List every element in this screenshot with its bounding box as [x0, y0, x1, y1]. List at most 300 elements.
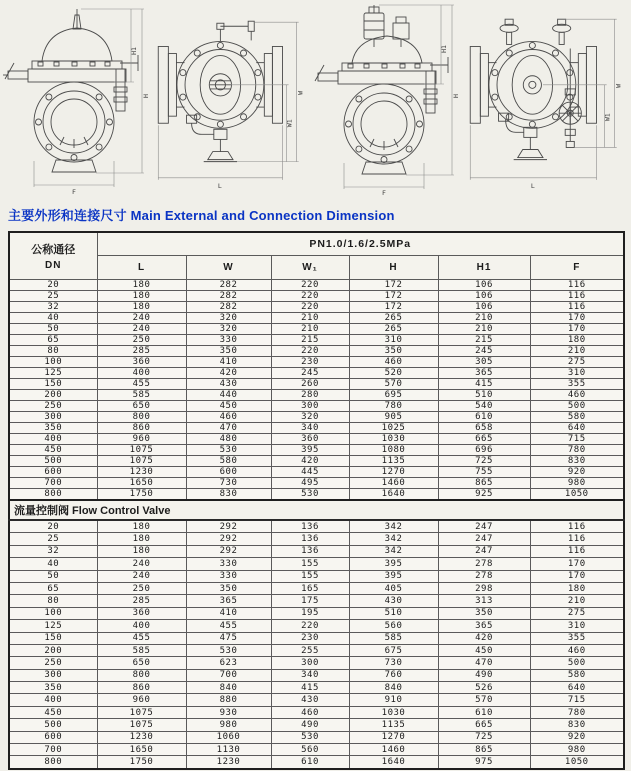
table-cell: 180: [97, 302, 186, 313]
table-cell: 320: [186, 324, 271, 335]
table-cell: 460: [349, 357, 438, 368]
table-row: [9, 357, 624, 368]
table-cell: 510: [349, 607, 438, 619]
table-row: [9, 644, 624, 656]
table-cell: 300: [271, 657, 349, 669]
table-cell: 930: [186, 706, 271, 718]
table-row: [9, 558, 624, 570]
table-cell: 455: [97, 379, 186, 390]
flow-control-valve-section-title: 流量控制阀 Flow Control Valve: [9, 500, 624, 520]
table-cell: 360: [97, 607, 186, 619]
table-cell: 450: [186, 401, 271, 412]
table-cell: 400: [9, 434, 97, 445]
table-cell: 365: [438, 620, 530, 632]
dim-label-h: H: [451, 94, 460, 98]
table-row: [9, 368, 624, 379]
table-cell: 20: [9, 280, 97, 291]
table-cell: 255: [271, 644, 349, 656]
table-cell: 355: [530, 632, 624, 644]
valve-outline: [470, 19, 596, 159]
table-cell: 180: [97, 291, 186, 302]
table-cell: 700: [9, 744, 97, 756]
table-cell: 800: [9, 756, 97, 769]
table-cell: 640: [530, 682, 624, 694]
column-header-4: H1: [438, 256, 530, 280]
table-cell: 342: [349, 545, 438, 557]
table-cell: 420: [186, 368, 271, 379]
table-cell: 1750: [97, 489, 186, 501]
table-cell: 285: [97, 346, 186, 357]
table-cell: 155: [271, 570, 349, 582]
table-cell: 282: [186, 302, 271, 313]
table-row: [9, 291, 624, 302]
table-cell: 1270: [349, 731, 438, 743]
table-cell: 610: [438, 412, 530, 423]
table-cell: 920: [530, 467, 624, 478]
table-cell: 50: [9, 570, 97, 582]
table-cell: 310: [530, 620, 624, 632]
table-cell: 106: [438, 291, 530, 302]
dim-label-w1: W1: [603, 113, 612, 122]
table-row: [9, 520, 624, 533]
table-cell: 32: [9, 302, 97, 313]
table-cell: 1075: [97, 445, 186, 456]
table-cell: 320: [271, 412, 349, 423]
table-cell: 25: [9, 291, 97, 302]
table-cell: 520: [349, 368, 438, 379]
table-row: [9, 401, 624, 412]
table-cell: 610: [271, 756, 349, 769]
table-row: [9, 731, 624, 743]
table-cell: 585: [349, 632, 438, 644]
table-cell: 155: [271, 558, 349, 570]
column-header-row: [9, 256, 624, 280]
table-cell: 480: [186, 434, 271, 445]
pressure-rating-header: PN1.0/1.6/2.5MPa: [97, 232, 624, 256]
table-cell: 365: [186, 595, 271, 607]
table-cell: 265: [349, 324, 438, 335]
table-cell: 1135: [349, 456, 438, 467]
table-cell: 760: [349, 669, 438, 681]
table-cell: 116: [530, 280, 624, 291]
table-cell: 240: [97, 558, 186, 570]
table-cell: 278: [438, 570, 530, 582]
table-cell: 658: [438, 423, 530, 434]
table-header: [9, 232, 624, 280]
table-cell: 170: [530, 558, 624, 570]
table-cell: 300: [9, 669, 97, 681]
table-cell: 305: [438, 357, 530, 368]
table-cell: 360: [271, 434, 349, 445]
table-cell: 285: [97, 595, 186, 607]
table-cell: 530: [186, 644, 271, 656]
dim-label-w1: W1: [285, 119, 294, 128]
table-row: [9, 582, 624, 594]
table-cell: 450: [9, 706, 97, 718]
table-cell: 925: [438, 489, 530, 501]
table-cell: 1050: [530, 756, 624, 769]
table-cell: 210: [438, 324, 530, 335]
table-cell: 313: [438, 595, 530, 607]
table-cell: 490: [271, 719, 349, 731]
table-cell: 200: [9, 644, 97, 656]
table-cell: 975: [438, 756, 530, 769]
table-cell: 570: [438, 694, 530, 706]
table-cell: 310: [530, 368, 624, 379]
table-cell: 600: [9, 731, 97, 743]
table-cell: 640: [530, 423, 624, 434]
table-cell: 395: [349, 558, 438, 570]
table-row: [9, 324, 624, 335]
table-cell: 340: [271, 669, 349, 681]
table-cell: 1750: [97, 756, 186, 769]
table-cell: 1640: [349, 489, 438, 501]
table-row: [9, 445, 624, 456]
table-row: [9, 570, 624, 582]
table-row: [9, 595, 624, 607]
table-cell: 116: [530, 545, 624, 557]
table-cell: 350: [186, 582, 271, 594]
flow-control-section-header: [9, 500, 624, 520]
dimension-table: [8, 231, 625, 770]
table-cell: 282: [186, 280, 271, 291]
table-cell: 200: [9, 390, 97, 401]
table-cell: 405: [349, 582, 438, 594]
table-cell: 292: [186, 520, 271, 533]
page-title: 主要外形和连接尺寸 Main External and Connection Dimension: [8, 208, 395, 223]
table-cell: 247: [438, 545, 530, 557]
table-cell: 980: [530, 478, 624, 489]
table-cell: 175: [271, 595, 349, 607]
table-cell: 247: [438, 520, 530, 533]
table-cell: 960: [97, 434, 186, 445]
table-cell: 800: [97, 412, 186, 423]
table-cell: 180: [97, 533, 186, 545]
table-cell: 220: [271, 280, 349, 291]
table-row: [9, 280, 624, 291]
valve-front-view-drawing-1: [2, 0, 152, 198]
table-cell: 780: [349, 401, 438, 412]
table-cell: 136: [271, 533, 349, 545]
table-cell: 170: [530, 324, 624, 335]
table-cell: 410: [186, 607, 271, 619]
table-row: [9, 346, 624, 357]
table-cell: 395: [271, 445, 349, 456]
table-cell: 1075: [97, 719, 186, 731]
table-cell: 340: [271, 423, 349, 434]
table-cell: 430: [186, 379, 271, 390]
table-cell: 490: [438, 669, 530, 681]
table-cell: 342: [349, 533, 438, 545]
table-cell: 310: [349, 335, 438, 346]
table-cell: 220: [271, 302, 349, 313]
table-cell: 840: [349, 682, 438, 694]
column-header-5: F: [530, 256, 624, 280]
table-cell: 40: [9, 558, 97, 570]
table-cell: 665: [438, 434, 530, 445]
table-row: [9, 620, 624, 632]
table-cell: 920: [530, 731, 624, 743]
table-cell: 623: [186, 657, 271, 669]
table-cell: 715: [530, 694, 624, 706]
table-cell: 530: [271, 489, 349, 501]
table-cell: 415: [438, 379, 530, 390]
table-cell: 1135: [349, 719, 438, 731]
table-cell: 650: [97, 657, 186, 669]
table-cell: 560: [271, 744, 349, 756]
table-cell: 475: [186, 632, 271, 644]
section-title-row: [9, 500, 624, 520]
table-cell: 1080: [349, 445, 438, 456]
table-cell: 530: [186, 445, 271, 456]
table-cell: 100: [9, 357, 97, 368]
table-cell: 526: [438, 682, 530, 694]
table-cell: 50: [9, 324, 97, 335]
table-cell: 1030: [349, 434, 438, 445]
table-cell: 840: [186, 682, 271, 694]
standard-valve-rows: [9, 280, 624, 501]
table-row: [9, 682, 624, 694]
table-row: [9, 545, 624, 557]
table-cell: 350: [9, 423, 97, 434]
table-cell: 350: [349, 346, 438, 357]
table-row: [9, 302, 624, 313]
dim-label-f: F: [381, 189, 386, 197]
table-cell: 292: [186, 545, 271, 557]
column-header-3: H: [349, 256, 438, 280]
table-cell: 220: [271, 291, 349, 302]
table-cell: 500: [9, 719, 97, 731]
table-cell: 1050: [530, 489, 624, 501]
table-cell: 460: [186, 412, 271, 423]
valve-outline: [159, 21, 283, 161]
table-cell: 100: [9, 607, 97, 619]
table-cell: 165: [271, 582, 349, 594]
dim-label-w: W: [614, 83, 623, 88]
table-cell: 400: [97, 368, 186, 379]
table-cell: 172: [349, 291, 438, 302]
table-cell: 460: [530, 390, 624, 401]
dim-label-w: W: [297, 90, 306, 95]
table-cell: 725: [438, 456, 530, 467]
valve-outline: [315, 5, 448, 174]
table-cell: 695: [349, 390, 438, 401]
table-cell: 116: [530, 302, 624, 313]
table-row: [9, 533, 624, 545]
table-cell: 730: [349, 657, 438, 669]
table-row: [9, 390, 624, 401]
dim-label-h1: H1: [439, 45, 448, 53]
table-cell: 585: [97, 390, 186, 401]
table-cell: 780: [530, 445, 624, 456]
table-row: [9, 632, 624, 644]
table-cell: 450: [9, 445, 97, 456]
dimension-lines: [159, 22, 299, 180]
table-cell: 1060: [186, 731, 271, 743]
table-cell: 116: [530, 291, 624, 302]
table-cell: 700: [186, 669, 271, 681]
table-cell: 730: [186, 478, 271, 489]
table-cell: 275: [530, 357, 624, 368]
table-row: [9, 313, 624, 324]
table-cell: 830: [186, 489, 271, 501]
table-cell: 195: [271, 607, 349, 619]
table-cell: 665: [438, 719, 530, 731]
table-cell: 150: [9, 379, 97, 390]
table-cell: 460: [530, 644, 624, 656]
table-cell: 455: [97, 632, 186, 644]
table-cell: 675: [349, 644, 438, 656]
table-cell: 1030: [349, 706, 438, 718]
table-cell: 470: [438, 657, 530, 669]
table-cell: 360: [97, 357, 186, 368]
table-cell: 240: [97, 570, 186, 582]
nominal-diameter-label-dn: DN: [45, 260, 62, 271]
table-cell: 220: [271, 620, 349, 632]
column-header-1: W: [186, 256, 271, 280]
table-cell: 150: [9, 632, 97, 644]
table-cell: 1230: [186, 756, 271, 769]
table-cell: 65: [9, 582, 97, 594]
table-cell: 1460: [349, 478, 438, 489]
table-cell: 250: [97, 582, 186, 594]
table-cell: 65: [9, 335, 97, 346]
table-row: [9, 478, 624, 489]
table-cell: 400: [97, 620, 186, 632]
table-cell: 365: [438, 368, 530, 379]
table-cell: 980: [186, 719, 271, 731]
table-cell: 282: [186, 291, 271, 302]
valve-top-view-drawing-1: [153, 0, 310, 198]
table-cell: 725: [438, 731, 530, 743]
table-cell: 210: [530, 346, 624, 357]
table-cell: 1270: [349, 467, 438, 478]
table-cell: 25: [9, 533, 97, 545]
table-cell: 80: [9, 595, 97, 607]
dim-label-h1: H1: [130, 47, 138, 55]
table-cell: 245: [438, 346, 530, 357]
table-cell: 80: [9, 346, 97, 357]
table-cell: 540: [438, 401, 530, 412]
nominal-diameter-header: [9, 232, 97, 280]
table-cell: 1650: [97, 478, 186, 489]
table-cell: 20: [9, 520, 97, 533]
valve-front-view-drawing-2: [312, 0, 462, 198]
table-cell: 210: [438, 313, 530, 324]
valve-outline: [3, 9, 138, 172]
table-cell: 300: [271, 401, 349, 412]
table-cell: 1650: [97, 744, 186, 756]
table-cell: 440: [186, 390, 271, 401]
column-header-2: W₁: [271, 256, 349, 280]
table-cell: 172: [349, 302, 438, 313]
table-cell: 180: [530, 582, 624, 594]
table-cell: 500: [530, 657, 624, 669]
table-row: [9, 434, 624, 445]
table-cell: 230: [271, 632, 349, 644]
table-row: [9, 719, 624, 731]
valve-drawings-strip: [0, 0, 631, 198]
table-cell: 1130: [186, 744, 271, 756]
table-cell: 495: [271, 478, 349, 489]
table-row: [9, 467, 624, 478]
table-cell: 865: [438, 478, 530, 489]
table-cell: 170: [530, 570, 624, 582]
table-cell: 350: [186, 346, 271, 357]
table-cell: 180: [530, 335, 624, 346]
table-cell: 136: [271, 545, 349, 557]
table-cell: 136: [271, 520, 349, 533]
table-cell: 430: [271, 694, 349, 706]
table-cell: 530: [271, 731, 349, 743]
table-cell: 800: [97, 669, 186, 681]
table-row: [9, 412, 624, 423]
table-cell: 106: [438, 302, 530, 313]
table-row: [9, 489, 624, 501]
table-cell: 910: [349, 694, 438, 706]
dim-label-l: L: [530, 181, 535, 190]
dim-label-h: H: [142, 94, 150, 98]
table-cell: 1640: [349, 756, 438, 769]
table-row: [9, 657, 624, 669]
table-cell: 415: [271, 682, 349, 694]
dim-label-f: F: [72, 188, 76, 196]
valve-top-view-drawing-2: [463, 0, 629, 198]
table-cell: 180: [97, 520, 186, 533]
table-cell: 470: [186, 423, 271, 434]
table-cell: 460: [271, 706, 349, 718]
table-cell: 980: [530, 744, 624, 756]
table-cell: 395: [349, 570, 438, 582]
table-row: [9, 669, 624, 681]
table-cell: 860: [97, 682, 186, 694]
table-row: [9, 456, 624, 467]
table-cell: 116: [530, 533, 624, 545]
table-cell: 350: [9, 682, 97, 694]
table-cell: 580: [530, 412, 624, 423]
table-cell: 355: [530, 379, 624, 390]
table-cell: 210: [271, 324, 349, 335]
flow-control-valve-rows: [9, 520, 624, 769]
table-cell: 585: [97, 644, 186, 656]
table-cell: 245: [271, 368, 349, 379]
table-cell: 250: [9, 657, 97, 669]
table-cell: 430: [349, 595, 438, 607]
table-cell: 755: [438, 467, 530, 478]
table-cell: 830: [530, 719, 624, 731]
table-cell: 410: [186, 357, 271, 368]
table-cell: 880: [186, 694, 271, 706]
table-cell: 905: [349, 412, 438, 423]
table-cell: 650: [97, 401, 186, 412]
table-cell: 860: [97, 423, 186, 434]
table-row: [9, 706, 624, 718]
table-cell: 700: [9, 478, 97, 489]
table-cell: 1230: [97, 467, 186, 478]
table-cell: 116: [530, 520, 624, 533]
table-cell: 210: [271, 313, 349, 324]
table-cell: 960: [97, 694, 186, 706]
table-cell: 210: [530, 595, 624, 607]
table-cell: 830: [530, 456, 624, 467]
table-cell: 342: [349, 520, 438, 533]
table-cell: 240: [97, 324, 186, 335]
table-row: [9, 423, 624, 434]
table-cell: 106: [438, 280, 530, 291]
table-cell: 500: [530, 401, 624, 412]
table-cell: 570: [349, 379, 438, 390]
table-cell: 600: [186, 467, 271, 478]
